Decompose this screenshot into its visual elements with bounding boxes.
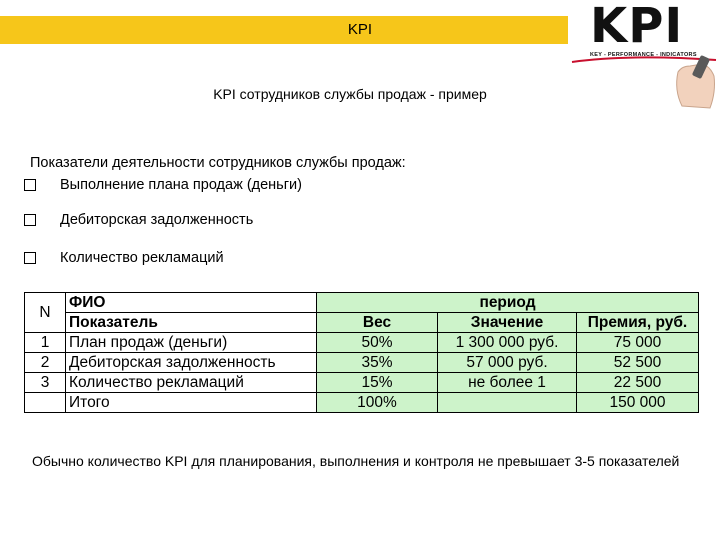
row-value: 1 300 000 руб.	[438, 333, 577, 353]
logo-subtitle: KEY - PERFORMANCE - INDICATORS	[590, 52, 697, 58]
row-n: 2	[25, 353, 66, 373]
table-header-row	[25, 313, 699, 333]
row-weight: 50%	[317, 333, 438, 353]
header-weight: Вес	[317, 313, 438, 333]
row-bonus: 22 500	[577, 373, 699, 393]
bullet-label: Количество рекламаций	[60, 250, 224, 266]
total-bonus: 150 000	[577, 393, 699, 413]
header-indicator: Показатель	[66, 313, 317, 333]
checkbox-bullet-icon	[24, 252, 36, 264]
row-name: Количество рекламаций	[66, 373, 317, 393]
row-bonus: 75 000	[577, 333, 699, 353]
total-weight: 100%	[317, 393, 438, 413]
kpi-table	[24, 292, 699, 413]
bullet-label: Дебиторская задолженность	[60, 212, 254, 228]
row-weight: 15%	[317, 373, 438, 393]
table-row	[25, 373, 699, 393]
header-period: период	[317, 293, 699, 313]
row-n: 1	[25, 333, 66, 353]
logo-word: KPI	[590, 0, 684, 54]
row-value: 57 000 руб.	[438, 353, 577, 373]
bullet-item	[24, 177, 302, 193]
total-value	[438, 393, 577, 413]
header-value: Значение	[438, 313, 577, 333]
bullet-item	[24, 212, 253, 228]
row-bonus: 52 500	[577, 353, 699, 373]
table-header-row	[25, 293, 699, 313]
header-bonus: Премия, руб.	[577, 313, 699, 333]
bullet-label: Выполнение плана продаж (деньги)	[60, 177, 302, 193]
page-title: KPI	[347, 21, 373, 38]
total-label: Итого	[66, 393, 317, 413]
intro-text: Показатели деятельности сотрудников службы продаж:	[30, 155, 406, 171]
total-n	[25, 393, 66, 413]
checkbox-bullet-icon	[24, 179, 36, 191]
row-n: 3	[25, 373, 66, 393]
header-n: N	[25, 293, 66, 333]
footer-note: Обычно количество KPI для планирования, выполнения и контроля не превышает 3-5 показателей	[32, 453, 680, 469]
checkbox-bullet-icon	[24, 214, 36, 226]
table-total-row	[25, 393, 699, 413]
row-name: План продаж (деньги)	[66, 333, 317, 353]
table-row	[25, 353, 699, 373]
table-row	[25, 333, 699, 353]
row-weight: 35%	[317, 353, 438, 373]
row-name: Дебиторская задолженность	[66, 353, 317, 373]
page-subtitle: KPI сотрудников службы продаж - пример	[213, 86, 487, 102]
header-fio: ФИО	[66, 293, 317, 313]
bullet-item	[24, 250, 224, 266]
row-value: не более 1	[438, 373, 577, 393]
